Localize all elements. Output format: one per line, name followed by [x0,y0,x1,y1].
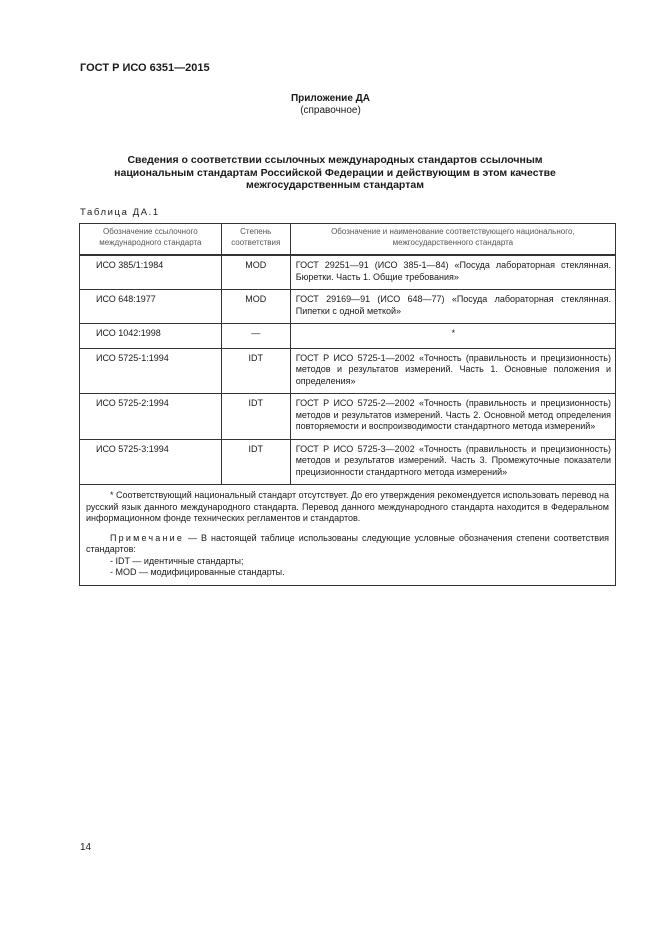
table-footer [80,485,616,586]
table-header-row [80,224,616,256]
note [86,533,609,556]
cell-intl: ИСО 1042:1998 [80,324,222,349]
table-caption: Таблица ДА.1 [80,207,160,218]
header-national-standard: Обозначение и наименование соответствующего национального, межгосударственного стандарта [290,224,615,256]
cell-intl: ИСО 5725-3:1994 [80,439,222,485]
cell-national: * [290,324,615,349]
header-intl-standard: Обозначение ссылочного международного стандарта [80,224,222,256]
note-text: — В настоящей таблице использованы следующие условные обозначения степени соответствия стандартов: [86,532,609,554]
cell-intl: ИСО 5725-1:1994 [80,348,222,394]
table-row [80,394,616,440]
cell-degree: IDT [221,394,290,440]
cell-national: ГОСТ Р ИСО 5725-2—2002 «Точность (правильность и прецизионность) методов и результатов измерений. Часть 2. Основной метод определения повторяемости и воспроизводимости стандартного метода измерений» [290,394,615,440]
cell-national: ГОСТ Р ИСО 5725-1—2002 «Точность (правильность и прецизионность) методов и результатов измерений. Часть 1. Основные положения и определения» [290,348,615,394]
appendix-subtitle: (справочное) [300,105,361,116]
note-item: - MOD — модифицированные стандарты. [110,567,285,577]
cell-degree: MOD [221,290,290,324]
table-row [80,324,616,349]
cell-intl: ИСО 5725-2:1994 [80,394,222,440]
table-row [80,348,616,394]
table-row [80,290,616,324]
cell-national: ГОСТ 29251—91 (ИСО 385-1—84) «Посуда лабораторная стеклянная. Бюретки. Часть 1. Общие требования» [290,255,615,290]
note-item: - IDT — идентичные стандарты; [110,555,244,566]
cell-intl: ИСО 648:1977 [80,290,222,324]
cell-national: ГОСТ Р ИСО 5725-3—2002 «Точность (правильность и прецизионность) методов и результатов измерений. Часть 3. Промежуточные показатели прецизионности стандартного метода измерений» [290,439,615,485]
appendix-title: Приложение ДА [290,93,371,104]
note-label: Примечание [110,532,185,543]
cell-national: ГОСТ 29169—91 (ИСО 648—77) «Посуда лабораторная стеклянная. Пипетки с одной меткой» [290,290,615,324]
page-number: 14 [80,842,92,853]
cell-degree: — [221,324,290,349]
document-code: ГОСТ Р ИСО 6351—2015 [80,62,210,74]
correspondence-table [79,223,616,586]
table-row [80,255,616,290]
cell-intl: ИСО 385/1:1984 [80,255,222,290]
header-degree: Степень соответствия [221,224,290,256]
table-row [80,439,616,485]
cell-degree: MOD [221,255,290,290]
footnote: * Соответствующий национальный стандарт отсутствует. До его утверждения рекомендуется использовать перевод на русский язык данного международного стандарта. Перевод данного международного стандарта находится в Федеральном информационном фонде технических регламентов и стандартов. [86,490,609,523]
section-title: Сведения о соответствии ссылочных международных стандартов ссылочным национальным стандартам Российской Федерации и действующим в этом качестве межгосударственным стандартам [114,154,556,191]
cell-degree: IDT [221,439,290,485]
table-footnote-row [80,485,616,586]
cell-degree: IDT [221,348,290,394]
